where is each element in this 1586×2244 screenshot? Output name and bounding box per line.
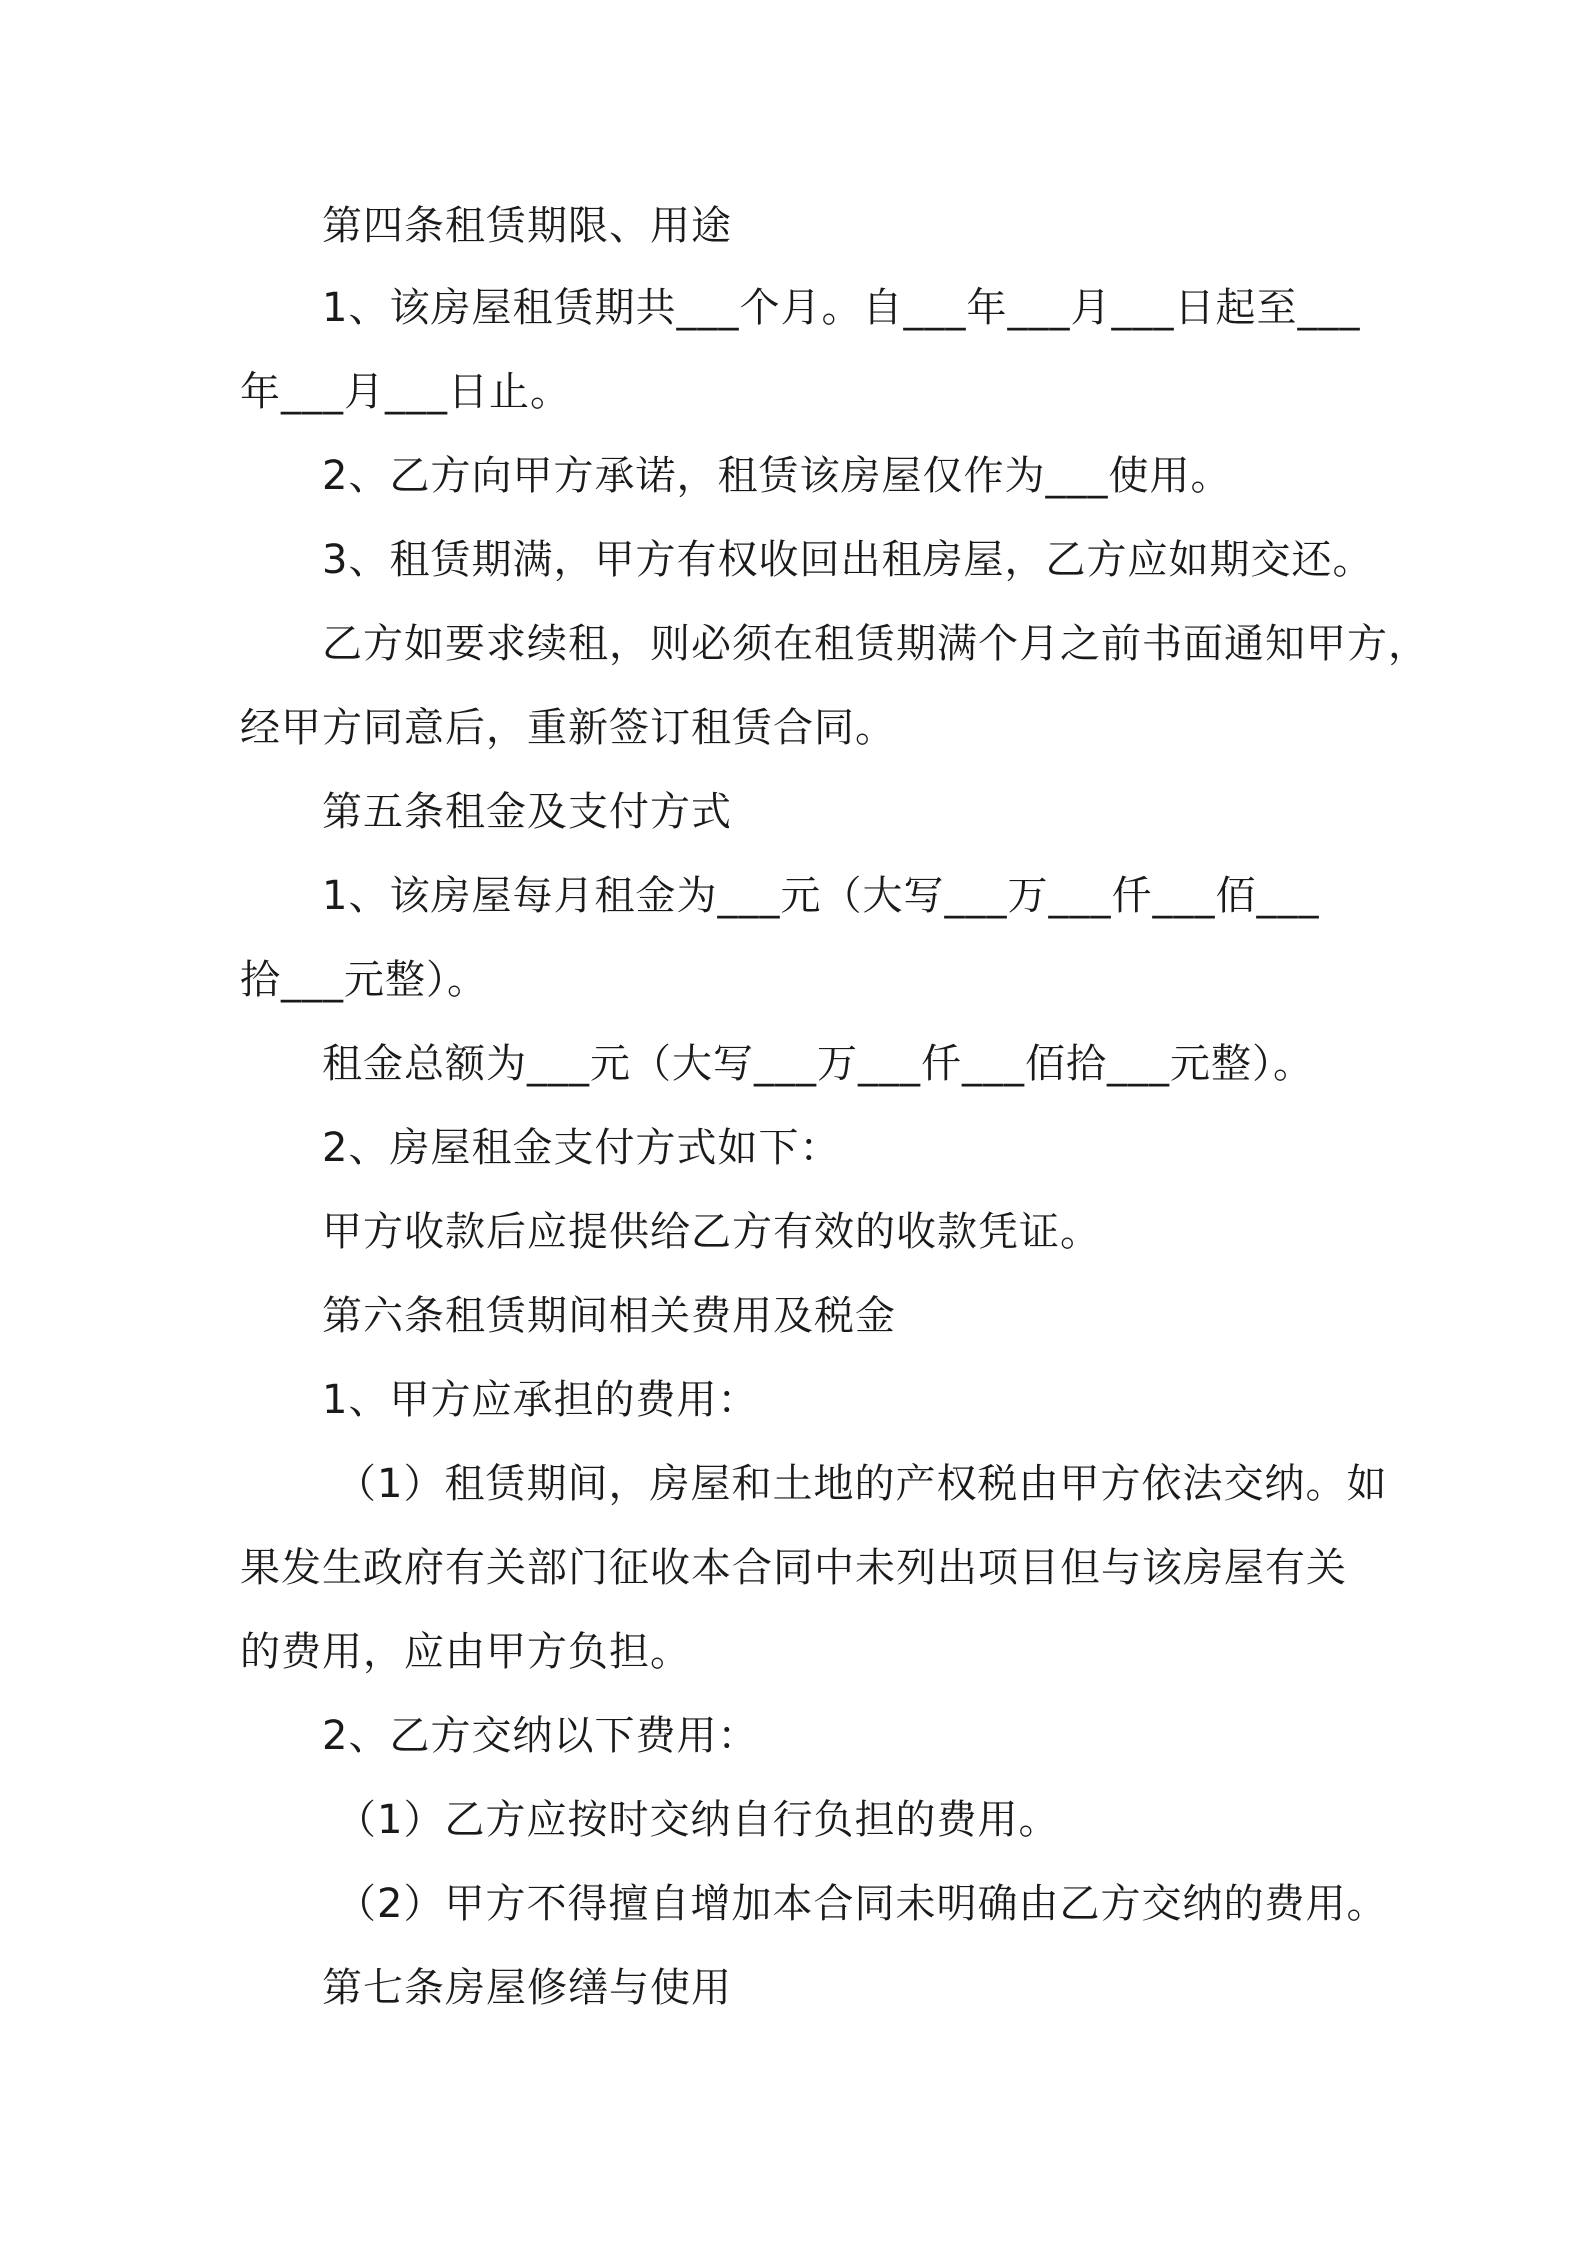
article-6-item-1-1-cont: 果发生政府有关部门征收本合同中未列出项目但与该房屋有关 bbox=[240, 1545, 1347, 1591]
article-4-clause-2: 2、乙方向甲方承诺，租赁该房屋仅作为___使用。 bbox=[322, 453, 1232, 499]
receipt-line: 甲方收款后应提供给乙方有效的收款凭证。 bbox=[322, 1209, 1101, 1255]
article-4-clause-3: 3、租赁期满，甲方有权收回出租房屋，乙方应如期交还。 bbox=[322, 537, 1374, 583]
article-6-clause-2: 2、乙方交纳以下费用： bbox=[322, 1713, 759, 1759]
total-rent-line: 租金总额为___元（大写___万___仟___佰拾___元整）。 bbox=[322, 1041, 1314, 1087]
article-5-clause-1: 1、该房屋每月租金为___元（大写___万___仟___佰___ bbox=[322, 873, 1320, 919]
article-5-heading: 第五条租金及支付方式 bbox=[322, 789, 732, 835]
article-6-item-2-2: （2）甲方不得擅自增加本合同未明确由乙方交纳的费用。 bbox=[336, 1881, 1388, 1927]
renewal-paragraph: 乙方如要求续租，则必须在租赁期满个月之前书面通知甲方， bbox=[322, 621, 1429, 667]
article-7-heading: 第七条房屋修缮与使用 bbox=[322, 1965, 732, 2011]
article-6-item-1-1-cont2: 的费用，应由甲方负担。 bbox=[240, 1629, 691, 1675]
article-5-clause-2: 2、房屋租金支付方式如下： bbox=[322, 1125, 841, 1171]
renewal-paragraph-cont: 经甲方同意后，重新签订租赁合同。 bbox=[240, 705, 896, 751]
article-4-clause-1-cont: 年___月___日止。 bbox=[240, 369, 571, 415]
article-6-heading: 第六条租赁期间相关费用及税金 bbox=[322, 1293, 896, 1339]
article-5-clause-1-cont: 拾___元整）。 bbox=[240, 957, 488, 1003]
article-4-heading: 第四条租赁期限、用途 bbox=[322, 203, 732, 249]
article-4-clause-1: 1、该房屋租赁期共___个月。自___年___月___日起至___ bbox=[322, 285, 1361, 331]
article-6-item-2-1: （1）乙方应按时交纳自行负担的费用。 bbox=[336, 1797, 1060, 1843]
article-6-item-1-1: （1）租赁期间，房屋和土地的产权税由甲方依法交纳。如 bbox=[336, 1461, 1388, 1507]
article-6-clause-1: 1、甲方应承担的费用： bbox=[322, 1377, 759, 1423]
